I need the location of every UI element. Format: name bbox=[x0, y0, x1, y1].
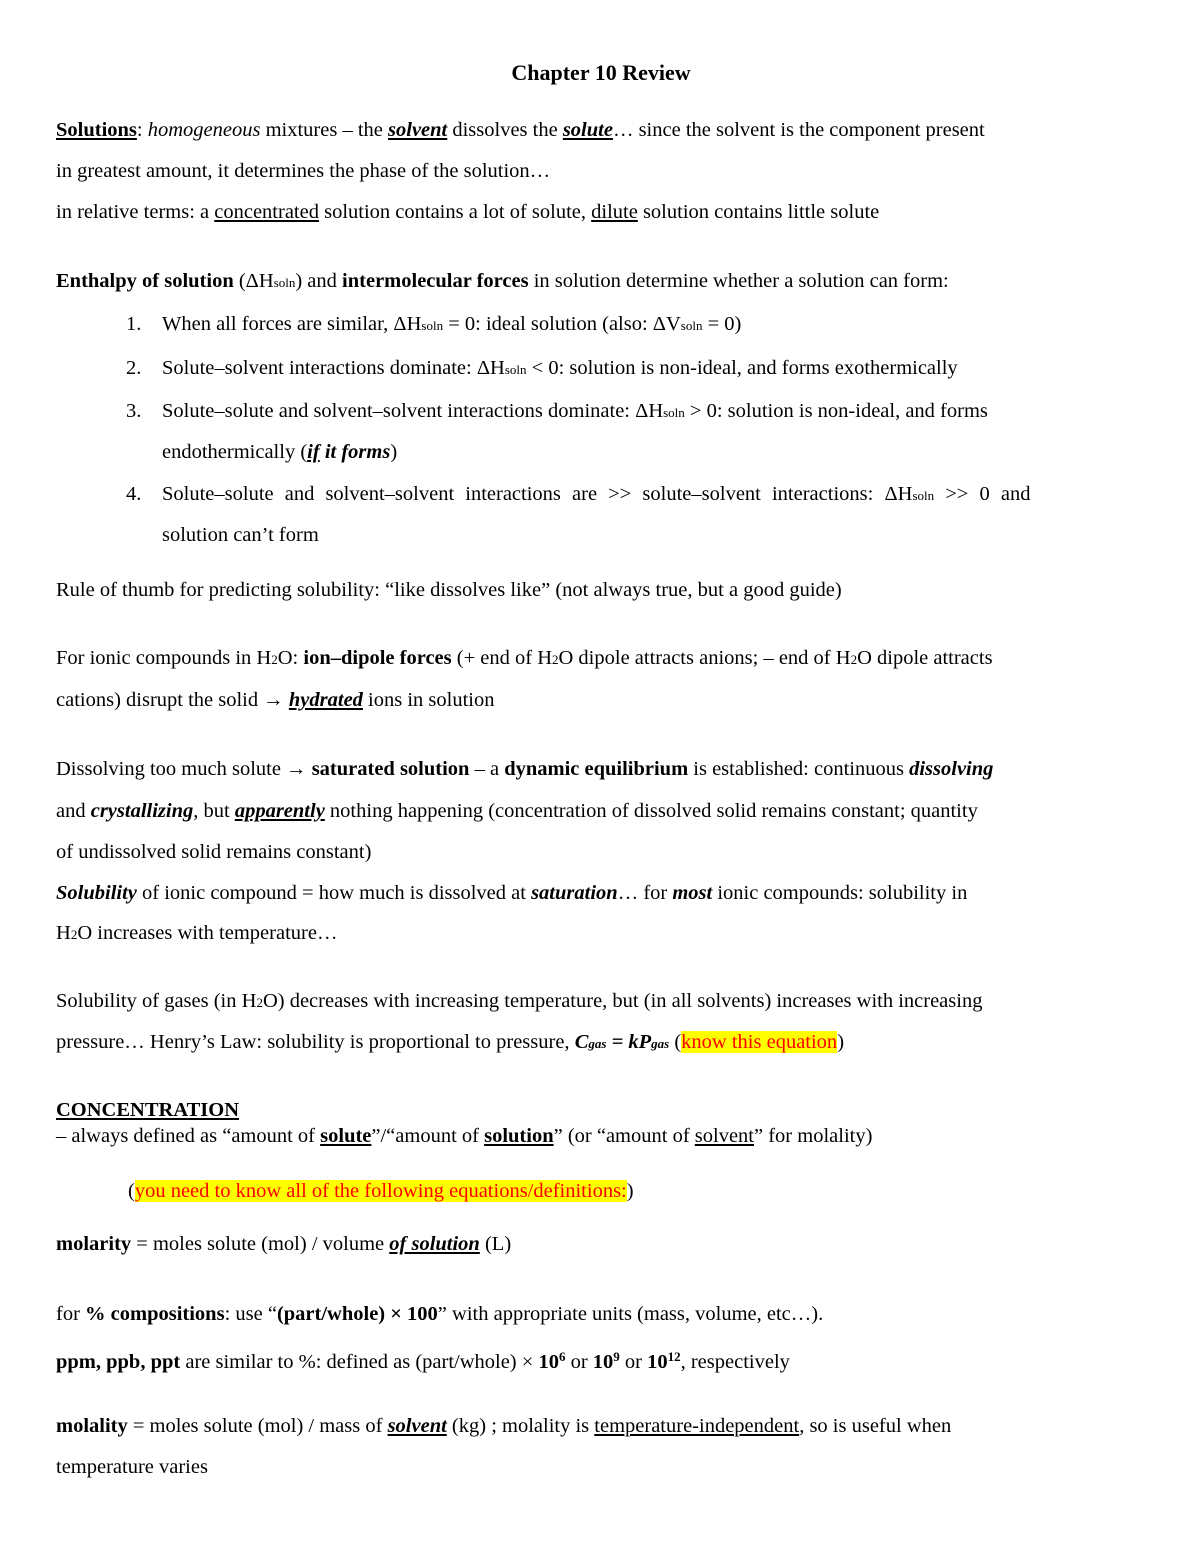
list-item-continued: solution can’t form bbox=[162, 524, 319, 546]
gases-line-1: Solubility of gases (in H2O) decreases with increasing temperature, but (in all solvents) increases with increasing bbox=[56, 990, 983, 1012]
concentration-note: (you need to know all of the following equations/definitions:) bbox=[128, 1180, 634, 1202]
list-item: Solute–solute and solvent–solvent interactions are >> solute–solvent interactions: ΔHsoln >> 0 and bbox=[162, 483, 1031, 505]
molality-definition: molality = moles solute (mol) / mass of solvent (kg) ; molality is temperature-independent, so is useful when bbox=[56, 1415, 952, 1437]
enthalpy-intro: Enthalpy of solution (ΔHsoln) and intermolecular forces in solution determine whether a solution can form: bbox=[56, 270, 949, 292]
list-item: Solute–solute and solvent–solvent interactions dominate: ΔHsoln > 0: solution is non-ideal, and forms bbox=[162, 400, 988, 422]
saturation-line-1: Dissolving too much solute → saturated solution – a dynamic equilibrium is established: continuous dissolving bbox=[56, 758, 994, 780]
percent-composition: for % compositions: use “(part/whole) × 100” with appropriate units (mass, volume, etc…). bbox=[56, 1303, 824, 1325]
list-item-continued: endothermically (if it forms) bbox=[162, 441, 398, 463]
list-number: 3. bbox=[126, 400, 142, 422]
list-item: When all forces are similar, ΔHsoln = 0: ideal solution (also: ΔVsoln = 0) bbox=[162, 313, 742, 335]
highlight-note: you need to know all of the following equations/definitions: bbox=[134, 1180, 627, 1202]
section-heading-concentration: CONCENTRATION bbox=[56, 1099, 239, 1121]
saturation-line-2: and crystallizing, but apparently nothing happening (concentration of dissolved solid remains constant; quantity bbox=[56, 800, 978, 822]
molality-definition-continued: temperature varies bbox=[56, 1456, 208, 1478]
solutions-line-3: in relative terms: a concentrated solution contains a lot of solute, dilute solution contains little solute bbox=[56, 201, 880, 223]
page-title: Chapter 10 Review bbox=[511, 60, 691, 85]
ppm-definition: ppm, ppb, ppt are similar to %: defined as (part/whole) × $10^6$ or $10^9$ or $10^{12}$, respectively bbox=[56, 1349, 790, 1373]
list-number: 4. bbox=[126, 483, 142, 505]
list-number: 1. bbox=[126, 313, 142, 335]
solubility-line-1: Solubility of ionic compound = how much is dissolved at saturation… for most ionic compounds: solubility in bbox=[56, 882, 968, 904]
highlight-note: know this equation bbox=[681, 1031, 838, 1053]
solutions-line-1: Solutions: homogeneous mixtures – the solvent dissolves the solute… since the solvent is the component present bbox=[56, 119, 985, 141]
list-number: 2. bbox=[126, 357, 142, 379]
saturation-line-3: of undissolved solid remains constant) bbox=[56, 841, 372, 863]
list-item: Solute–solvent interactions dominate: ΔHsoln < 0: solution is non-ideal, and forms exothermically bbox=[162, 357, 958, 379]
ionic-line-2: cations) disrupt the solid → hydrated ions in solution bbox=[56, 689, 495, 711]
solutions-line-2: in greatest amount, it determines the phase of the solution… bbox=[56, 160, 551, 182]
concentration-definition: – always defined as “amount of solute”/“amount of solution” (or “amount of solvent” for molality) bbox=[56, 1125, 873, 1147]
ionic-line-1: For ionic compounds in H2O: ion–dipole forces (+ end of H2O dipole attracts anions; – end of H2O dipole attracts bbox=[56, 647, 993, 669]
gases-line-2: pressure… Henry’s Law: solubility is proportional to pressure, Cgas = kPgas (know this equation) bbox=[56, 1031, 845, 1053]
solubility-line-2: H2O increases with temperature… bbox=[56, 922, 338, 944]
rule-of-thumb: Rule of thumb for predicting solubility: “like dissolves like” (not always true, but a good guide) bbox=[56, 579, 842, 601]
molarity-definition: molarity = moles solute (mol) / volume of solution (L) bbox=[56, 1233, 512, 1255]
